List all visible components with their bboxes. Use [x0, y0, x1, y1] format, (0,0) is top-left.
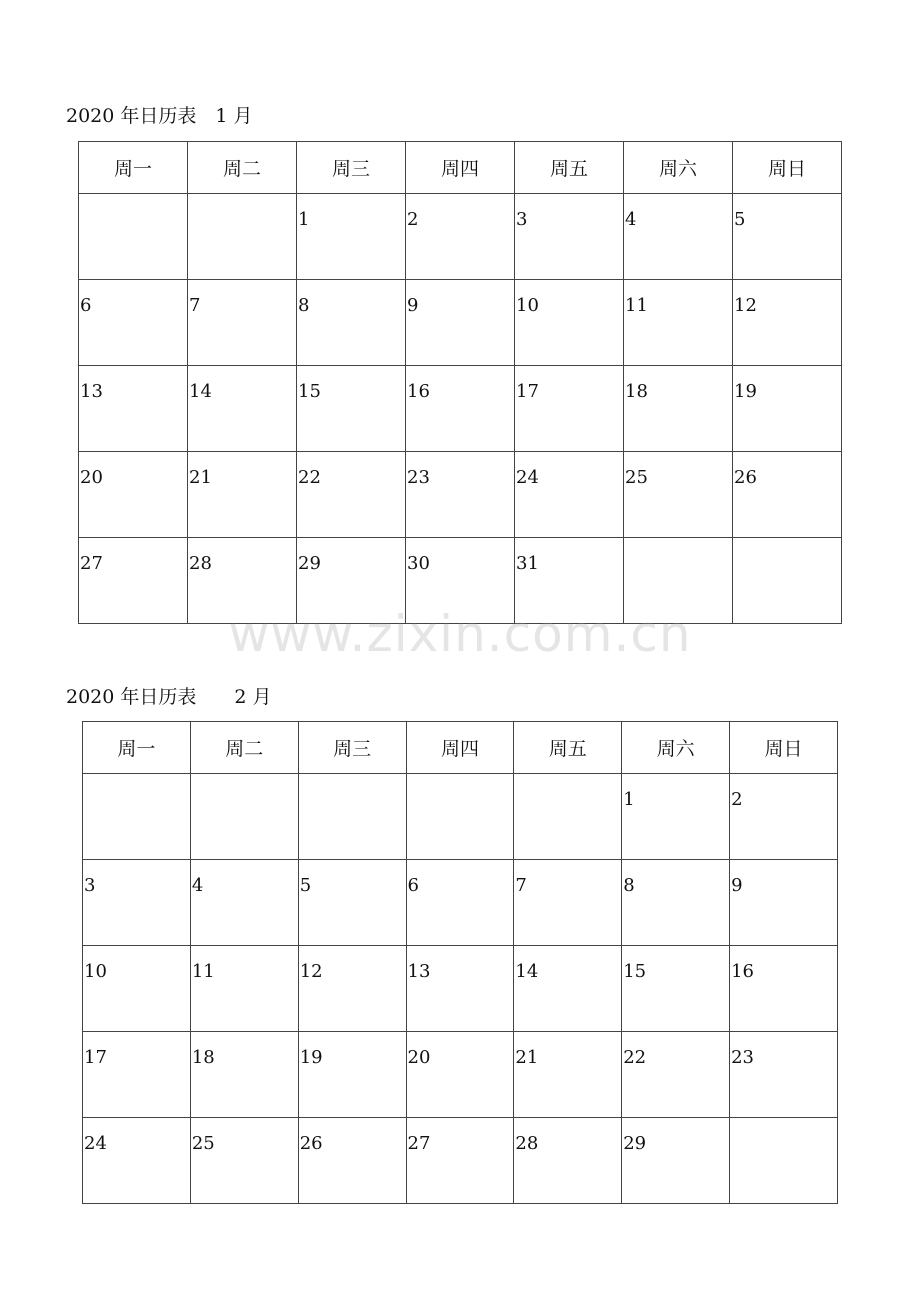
- day-number: 11: [625, 295, 648, 316]
- day-number: 24: [84, 1133, 107, 1154]
- day-cell: [515, 280, 624, 366]
- day-number: [83, 774, 190, 790]
- day-cell: [514, 774, 622, 860]
- day-cell: [297, 194, 406, 280]
- day-cell: [79, 366, 188, 452]
- day-cell: [188, 280, 297, 366]
- day-cell: [733, 452, 842, 538]
- day-number: 10: [84, 961, 107, 982]
- day-cell: [622, 774, 730, 860]
- week-row: [79, 366, 842, 452]
- day-number: 15: [298, 381, 321, 402]
- day-cell: [298, 1032, 406, 1118]
- day-number: 2: [407, 209, 419, 230]
- weekday-header-row: [79, 142, 842, 194]
- day-number: 8: [623, 875, 635, 896]
- day-cell: [83, 946, 191, 1032]
- weekday-header: 周日: [733, 142, 842, 194]
- day-cell: [298, 946, 406, 1032]
- day-number: [79, 194, 187, 210]
- day-cell: [297, 280, 406, 366]
- day-number: 11: [191, 961, 215, 982]
- day-number: 8: [298, 295, 310, 316]
- day-number: 20: [80, 467, 103, 488]
- day-number: 12: [734, 295, 757, 316]
- day-number: 5: [299, 875, 312, 896]
- day-cell: [730, 774, 838, 860]
- weekday-header: 周二: [188, 142, 297, 194]
- day-cell: [79, 194, 188, 280]
- day-number: 22: [298, 467, 321, 488]
- day-cell: [406, 194, 515, 280]
- day-cell: [297, 538, 406, 624]
- weekday-header: 周二: [190, 722, 298, 774]
- day-cell: [406, 1118, 514, 1204]
- day-number: 13: [80, 381, 103, 402]
- day-number: 16: [731, 961, 754, 982]
- weekday-header: 周四: [406, 142, 515, 194]
- week-row: [79, 280, 842, 366]
- day-cell: [406, 860, 514, 946]
- day-number: 13: [407, 961, 431, 982]
- day-number: 27: [80, 553, 103, 574]
- day-number: 18: [191, 1047, 215, 1068]
- month-title-february: 2020 年日历表 2 月: [66, 686, 272, 708]
- week-row: [83, 946, 838, 1032]
- day-cell: [622, 1118, 730, 1204]
- day-cell: [514, 946, 622, 1032]
- day-number: 23: [407, 467, 430, 488]
- week-row: [83, 774, 838, 860]
- day-number: 12: [299, 961, 323, 982]
- weekday-header: 周六: [622, 722, 730, 774]
- day-number: [191, 774, 298, 790]
- day-number: 2: [731, 789, 743, 810]
- day-number: 4: [625, 209, 637, 230]
- day-number: 15: [623, 961, 647, 982]
- weekday-header: 周六: [624, 142, 733, 194]
- day-cell: [190, 860, 298, 946]
- day-cell: [515, 452, 624, 538]
- day-number: [299, 774, 406, 790]
- day-cell: [83, 1118, 191, 1204]
- day-cell: [624, 366, 733, 452]
- watermark: www.zixin.com.cn: [228, 605, 692, 663]
- day-number: [407, 774, 514, 790]
- day-cell: [79, 538, 188, 624]
- day-cell: [298, 1118, 406, 1204]
- day-cell: [190, 946, 298, 1032]
- day-number: 19: [299, 1047, 323, 1068]
- day-number: 28: [515, 1133, 539, 1154]
- day-cell: [730, 1032, 838, 1118]
- day-number: 28: [189, 553, 212, 574]
- day-number: 4: [191, 875, 204, 896]
- day-cell: [622, 946, 730, 1032]
- day-cell: [297, 452, 406, 538]
- day-number: 19: [734, 381, 757, 402]
- day-cell: [188, 194, 297, 280]
- day-number: 16: [407, 381, 430, 402]
- week-row: [79, 452, 842, 538]
- day-cell: [298, 774, 406, 860]
- day-number: 29: [623, 1133, 647, 1154]
- day-number: 20: [407, 1047, 431, 1068]
- day-number: 1: [298, 209, 310, 230]
- day-number: 6: [407, 875, 419, 896]
- day-cell: [190, 1118, 298, 1204]
- day-number: 17: [516, 381, 539, 402]
- day-number: 9: [731, 875, 743, 896]
- weekday-header: 周三: [298, 722, 406, 774]
- day-number: 18: [625, 381, 648, 402]
- day-number: 14: [189, 381, 212, 402]
- day-number: 31: [516, 553, 539, 574]
- day-cell: [406, 280, 515, 366]
- day-cell: [624, 280, 733, 366]
- day-cell: [733, 280, 842, 366]
- day-number: [730, 1118, 837, 1134]
- day-cell: [730, 1118, 838, 1204]
- weekday-header: 周四: [406, 722, 514, 774]
- day-number: [514, 774, 621, 790]
- day-cell: [515, 194, 624, 280]
- day-number: 10: [516, 295, 539, 316]
- weekday-header: 周五: [515, 142, 624, 194]
- day-number: 9: [407, 295, 419, 316]
- day-number: 22: [623, 1047, 647, 1068]
- day-cell: [406, 1032, 514, 1118]
- week-row: [79, 538, 842, 624]
- day-number: 30: [407, 553, 430, 574]
- day-cell: [188, 538, 297, 624]
- day-cell: [406, 538, 515, 624]
- day-number: 21: [515, 1047, 539, 1068]
- day-number: 7: [515, 875, 527, 896]
- day-number: [624, 538, 732, 554]
- day-number: 1: [623, 789, 635, 810]
- day-cell: [297, 366, 406, 452]
- week-row: [79, 194, 842, 280]
- week-row: [83, 860, 838, 946]
- day-number: 5: [734, 209, 746, 230]
- month-title-january: 2020 年日历表 1 月: [66, 105, 253, 127]
- day-cell: [188, 452, 297, 538]
- day-cell: [298, 860, 406, 946]
- day-cell: [190, 774, 298, 860]
- weekday-header-row: [83, 722, 838, 774]
- day-cell: [622, 860, 730, 946]
- day-number: [733, 538, 841, 554]
- day-number: 17: [84, 1047, 107, 1068]
- day-cell: [624, 452, 733, 538]
- day-number: 26: [734, 467, 757, 488]
- day-number: 27: [407, 1133, 431, 1154]
- day-cell: [79, 452, 188, 538]
- day-number: 3: [516, 209, 528, 230]
- day-number: 23: [731, 1047, 754, 1068]
- day-number: [188, 194, 296, 210]
- week-row: [83, 1032, 838, 1118]
- day-cell: [622, 1032, 730, 1118]
- day-cell: [83, 1032, 191, 1118]
- day-cell: [733, 366, 842, 452]
- day-number: 6: [80, 295, 92, 316]
- day-cell: [188, 366, 297, 452]
- day-cell: [733, 194, 842, 280]
- day-cell: [83, 774, 191, 860]
- day-cell: [515, 538, 624, 624]
- weekday-header: 周三: [297, 142, 406, 194]
- calendar-february: [82, 721, 838, 1204]
- day-number: 29: [298, 553, 321, 574]
- day-number: 25: [625, 467, 648, 488]
- day-cell: [514, 1032, 622, 1118]
- day-cell: [514, 1118, 622, 1204]
- day-cell: [730, 946, 838, 1032]
- day-cell: [733, 538, 842, 624]
- day-cell: [83, 860, 191, 946]
- day-number: 21: [189, 467, 212, 488]
- day-number: 24: [516, 467, 539, 488]
- week-row: [83, 1118, 838, 1204]
- weekday-header: 周五: [514, 722, 622, 774]
- day-cell: [515, 366, 624, 452]
- day-cell: [190, 1032, 298, 1118]
- day-number: 25: [191, 1133, 215, 1154]
- day-cell: [406, 452, 515, 538]
- weekday-header: 周一: [79, 142, 188, 194]
- calendar-january: [78, 141, 842, 624]
- weekday-header: 周一: [83, 722, 191, 774]
- day-cell: [624, 194, 733, 280]
- day-number: 26: [299, 1133, 323, 1154]
- day-number: 14: [515, 961, 539, 982]
- day-cell: [406, 946, 514, 1032]
- day-cell: [730, 860, 838, 946]
- day-cell: [514, 860, 622, 946]
- day-cell: [79, 280, 188, 366]
- day-number: 7: [189, 295, 201, 316]
- weekday-header: 周日: [730, 722, 838, 774]
- day-cell: [406, 366, 515, 452]
- day-cell: [624, 538, 733, 624]
- day-number: 3: [84, 875, 96, 896]
- day-cell: [406, 774, 514, 860]
